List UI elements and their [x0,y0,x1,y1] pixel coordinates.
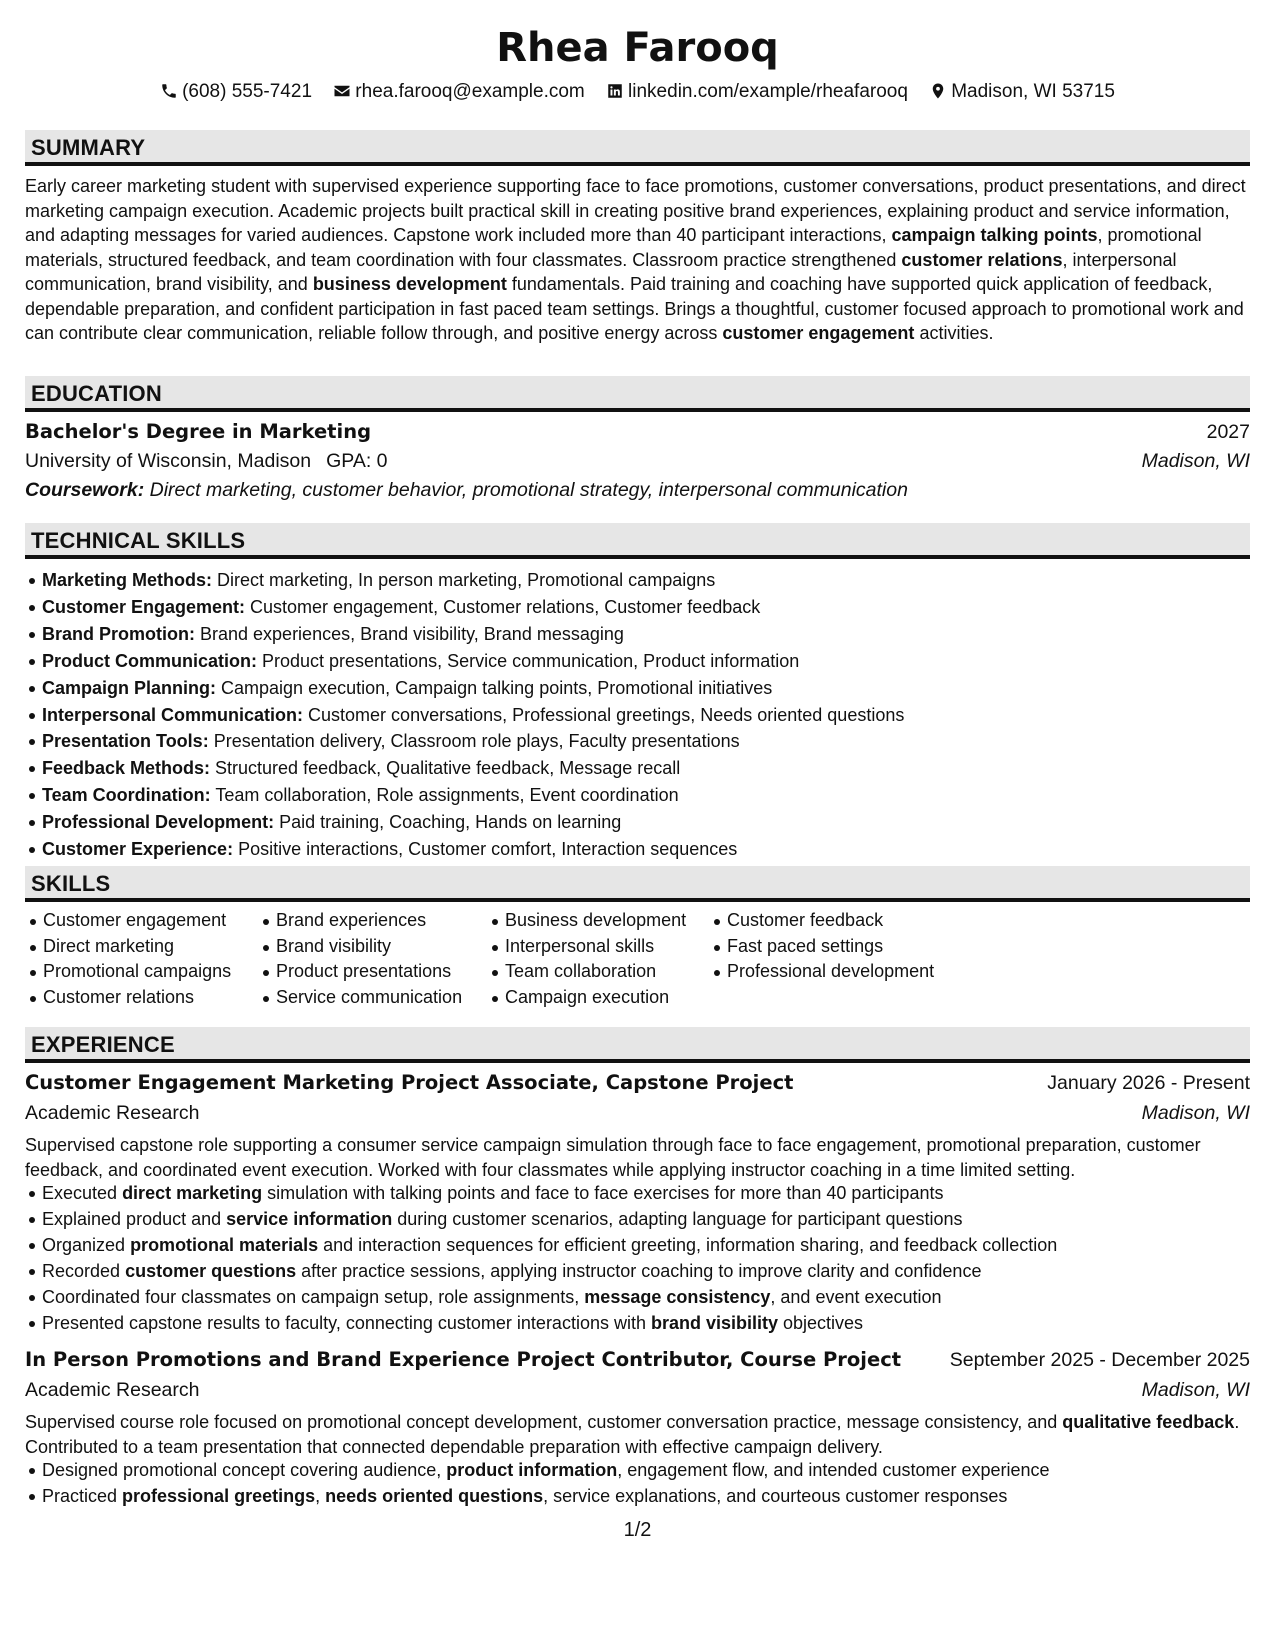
skill-values: Brand experiences, Brand visibility, Brand messaging [195,623,624,644]
technical-skill-item [42,621,1267,648]
skills-column [709,908,934,985]
skill-category: Customer Engagement: [42,596,246,617]
contact-linkedin [606,79,908,105]
skill-category: Presentation Tools: [42,731,209,752]
job-location: Madison, WI [1141,1379,1250,1401]
bold-text: customer questions [125,1261,297,1281]
summary-heading [25,130,1250,166]
text-run: Supervised capstone role supporting a consumer service campaign simulation through face to face engagement, promotional preparation, customer feedback, and coordinated event execution. Worked with four classmates while applying instructor coaching in a time limited setting. [25,1135,1201,1180]
bold-text: message consistency [584,1287,771,1307]
bold-text: brand visibility [650,1313,779,1333]
technical-skill-item [42,567,1267,594]
technical-skill-item [42,809,1267,836]
phone-text: (608) 555-7421 [182,81,313,102]
education-degree-row [25,418,1250,446]
bold-text: promotional materials [130,1235,319,1255]
text-run: Executed [42,1183,123,1203]
skill-values: Customer conversations, Professional greetings, Needs oriented questions [303,704,905,725]
skill-item: Direct marketing [43,934,231,960]
linkedin-icon [606,82,624,100]
graduation-year: 2027 [1206,421,1250,443]
bold-text: customer engagement [722,323,915,343]
skill-item: Business development [505,908,686,934]
text-run: Early career marketing student with supervised experience supporting face to face promotions, customer conversations, product presentations, and direct marketing campaign execution. Academic projects built practical skill in creating positive brand experiences, explaining product and service information, and adapting messages for varied audiences. Capstone work included more than 40 participant interactions, [25,176,1246,245]
skill-values: Paid training, Coaching, Hands on learning [274,812,622,833]
education-school-row [25,447,1250,475]
job-bullet [42,1258,1267,1284]
skill-category: Interpersonal Communication: [42,704,304,725]
technical-skill-item [42,648,1267,675]
text-run: Organized [42,1235,131,1255]
envelope-icon [333,82,351,100]
experience-heading [25,1027,1250,1063]
email-text: rhea.farooq@example.com [355,81,585,102]
skill-values: Structured feedback, Qualitative feedback, Message recall [210,758,681,779]
skill-values: Customer engagement, Customer relations, Customer feedback [245,596,761,617]
technical-skill-item [42,836,1267,863]
skills-heading [25,866,1250,902]
bold-text: service information [226,1209,393,1229]
education-heading [25,376,1250,412]
phone-icon [160,82,178,100]
text-run: Supervised course role focused on promotional concept development, customer conversation practice, message consistency, and [25,1412,1063,1432]
bold-text: customer relations [901,249,1063,270]
contact-phone [160,79,312,105]
bold-text: campaign talking points [891,225,1098,245]
job-dates: September 2025 - December 2025 [949,1349,1250,1371]
job-title-row [25,1069,1250,1097]
skills-column [258,908,462,1011]
job-bullet [42,1180,1267,1206]
text-run: , service explanations, and courteous customer responses [543,1486,1008,1506]
coursework-list: Direct marketing, customer behavior, promotional strategy, interpersonal communication [149,479,908,501]
text-run: Recorded [42,1261,126,1281]
skill-category: Professional Development: [42,812,275,833]
skill-values: Direct marketing, In person marketing, Promotional campaigns [212,570,716,590]
bold-text: professional greetings [122,1486,316,1506]
skill-category: Campaign Planning: [42,677,217,698]
coursework-label: Coursework: [25,479,145,501]
skill-item: Customer relations [43,985,231,1011]
text-run: simulation with talking points and face to face exercises for more than 40 participants [262,1183,944,1203]
skill-category: Team Coordination: [42,785,211,806]
job-bullets [25,1180,1267,1336]
job-location: Madison, WI [1141,1102,1250,1124]
skill-values: Presentation delivery, Classroom role plays, Faculty presentations [208,731,740,752]
page-number: 1/2 [623,1519,652,1541]
bold-text: product information [446,1460,618,1480]
text-run: , promotional materials, structured feedback, and team coordination with four classmates. Classroom practice strengthened [25,225,1202,270]
text-run: and interaction sequences for efficient greeting, information sharing, and feedback collection [318,1235,1058,1255]
job-org-row [25,1099,1250,1127]
contact-location [929,79,1115,105]
linkedin-text: linkedin.com/example/rheafarooq [628,81,908,102]
text-run: after practice sessions, applying instructor coaching to improve clarity and confidence [296,1261,982,1281]
text-run: Presented capstone results to faculty, connecting customer interactions with [42,1313,651,1333]
technical-skill-item [42,594,1267,621]
skill-category: Brand Promotion: [42,623,195,644]
job-bullet [42,1284,1267,1310]
technical-skills-heading-text: TECHNICAL SKILLS [31,528,246,553]
gpa: GPA: 0 [326,450,388,472]
job-bullet [42,1232,1267,1258]
job-title: In Person Promotions and Brand Experience Project Contributor, Course Project [25,1348,902,1371]
skill-item: Campaign execution [505,985,686,1011]
skill-values: Team collaboration, Role assignments, Event coordination [210,785,679,806]
location-text: Madison, WI 53715 [951,81,1115,102]
job-org: Academic Research [25,1102,200,1124]
contact-email [333,79,584,105]
technical-skill-item [42,782,1267,809]
text-run: Explained product and [42,1209,227,1229]
bold-text: qualitative feedback [1062,1412,1235,1432]
technical-skill-item [42,702,1267,729]
bold-text: needs oriented questions [325,1486,544,1506]
technical-skill-item [42,755,1267,782]
skill-item: Team collaboration [505,959,686,985]
text-run: , [315,1486,326,1506]
skill-item: Brand experiences [276,908,462,934]
skill-item: Service communication [276,985,462,1011]
text-run: objectives [778,1313,864,1333]
text-run: . Contributed to a team presentation that connected dependable preparation with effective campaign delivery. [25,1412,1240,1457]
text-run: , interpersonal communication, brand visibility, and [25,249,1177,294]
skill-item: Promotional campaigns [43,959,231,985]
candidate-name: Rhea Farooq [496,25,779,71]
skill-item: Fast paced settings [727,934,934,960]
text-run: activities. [914,323,994,343]
skill-values: Positive interactions, Customer comfort, Interaction sequences [233,839,738,860]
job-bullet [42,1483,1267,1509]
job-summary [25,1410,1250,1459]
skill-category: Feedback Methods: [42,758,211,779]
job-bullet [42,1206,1267,1232]
skill-item: Brand visibility [276,934,462,960]
text-run: Practiced [42,1486,123,1506]
job-org-row [25,1376,1250,1404]
coursework-row [25,476,1250,504]
job-title: Customer Engagement Marketing Project Associate, Capstone Project [25,1071,794,1094]
skill-item: Product presentations [276,959,462,985]
job-bullets [25,1457,1267,1509]
bold-text: direct marketing [122,1183,263,1203]
technical-skill-item [42,728,1267,755]
job-dates: January 2026 - Present [1047,1072,1250,1094]
coursework [25,476,908,504]
job-title-row [25,1346,1250,1374]
technical-skills-list [25,567,1267,863]
technical-skill-item [42,675,1267,702]
skill-item: Interpersonal skills [505,934,686,960]
text-run: Designed promotional concept covering audience, [42,1460,447,1480]
skill-values: Campaign execution, Campaign talking points, Promotional initiatives [216,677,773,698]
summary-heading-text: SUMMARY [31,135,146,160]
school-line [25,447,388,475]
skill-item: Customer engagement [43,908,231,934]
school-name: University of Wisconsin, Madison [25,450,312,472]
skill-item: Professional development [727,959,934,985]
skills-heading-text: SKILLS [31,871,111,896]
job-org: Academic Research [25,1379,200,1401]
contact-bar [0,79,1275,105]
job-summary [25,1133,1250,1182]
technical-skills-heading [25,523,1250,559]
degree-title: Bachelor's Degree in Marketing [25,420,372,443]
skill-category: Product Communication: [42,650,257,671]
text-run: , engagement flow, and intended customer experience [617,1460,1050,1480]
job-bullet [42,1457,1267,1483]
text-run: fundamentals. Paid training and coaching have supported quick application of feedback, dependable preparation, and confident participation in fast paced team settings. Brings a thoughtful, customer focused approach to promotional work and can contribute clear communication, reliable follow through, and positive energy across [25,274,1244,343]
text-run: Coordinated four classmates on campaign setup, role assignments, [42,1287,585,1307]
experience-heading-text: EXPERIENCE [31,1032,175,1057]
map-pin-icon [929,82,947,100]
job-bullet [42,1310,1267,1336]
text-run: during customer scenarios, adapting language for participant questions [392,1209,963,1229]
skill-values: Product presentations, Service communication, Product information [257,650,800,671]
skill-category: Customer Experience: [42,839,234,860]
skill-item: Customer feedback [727,908,934,934]
education-heading-text: EDUCATION [31,381,162,406]
skills-column [25,908,231,1011]
summary-text [25,174,1250,346]
text-run: , and event execution [770,1287,942,1307]
skills-column [487,908,686,1011]
bold-text: business development [312,274,507,294]
skill-category: Marketing Methods: [42,570,213,590]
school-location: Madison, WI [1141,450,1250,472]
